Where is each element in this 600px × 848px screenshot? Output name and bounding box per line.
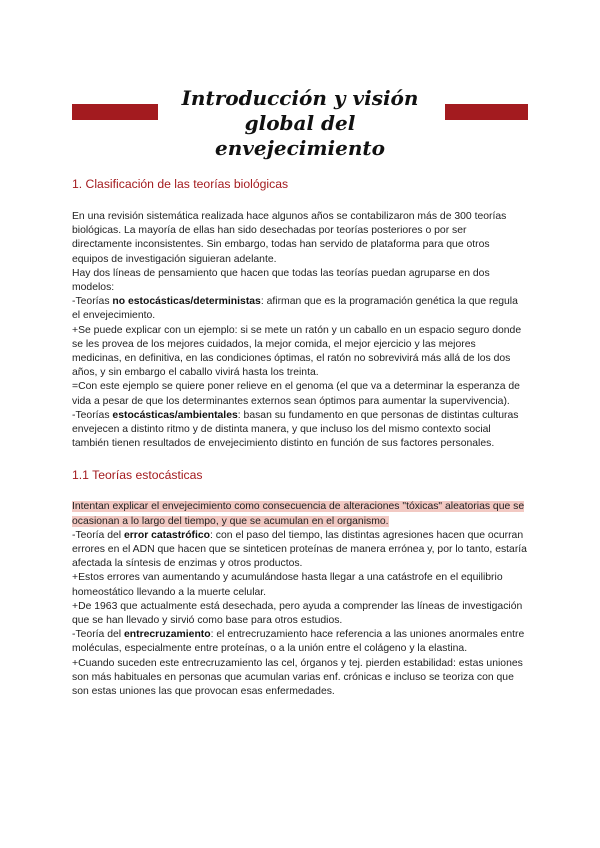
text: -Teorías (72, 296, 113, 308)
section-heading-stochastic: 1.1 Teorías estocásticas (72, 468, 203, 483)
highlight-text: Intentan explicar el envejecimiento como consecuencia de alteraciones "tóxicas" aleatorias que se ocasionan a lo largo del tiempo, y que se acumulan en el organismo. (72, 501, 525, 527)
document-title (150, 86, 450, 161)
title-decor-bar-right (445, 104, 528, 120)
bold-term: no estocásticas/deterministas (112, 296, 261, 308)
paragraph: En una revisión sistemática realizada hace algunos años se contabilizaron más de 300 teorías biológicas. La mayoría de ellas han sido desechadas por teorías posteriores o por ser directamente inconsistentes. Sin embargo, todas han servido de plataforma para que otros equipos de investigación siguieran adelante. (72, 211, 507, 265)
bold-term: entrecruzamiento (123, 629, 211, 641)
paragraph-crosslinking (72, 628, 528, 656)
text: -Teoría del (72, 629, 124, 641)
paragraph-deterministic (72, 295, 528, 323)
title-line-2: envejecimiento (215, 136, 385, 160)
title-line-1: Introducción y visión global del (181, 86, 419, 135)
document-body (72, 176, 528, 699)
paragraph-stochastic (72, 409, 528, 452)
title-decor-bar-left (72, 104, 158, 120)
text: : el entrecruzamiento hace referencia a las uniones anormales entre moléculas, especialmente entre proteínas, o a la unión entre el colágeno y la elastina. (72, 629, 525, 655)
paragraph: +Se puede explicar con un ejemplo: si se mete un ratón y un caballo en un espacio seguro donde se les provea de los mejores cuidados, la mejor comida, el mejor ejercicio y las mejores medicinas, en definitiva, en las condiciones óptimas, el ratón no sobrevivirá más allá de los dos años, y sin embargo el caballo vivirá hasta los treinta. (72, 324, 522, 379)
text: : con el paso del tiempo, las distintas agresiones hacen que ocurran errores en el ADN que hacen que se sinteticen proteínas de manera errónea y, por lo tanto, estaría afectada la síntesis de enzimas y otros productos. (72, 529, 527, 570)
bold-term: error catastrófico (123, 529, 211, 541)
paragraph-catastrophic-error (72, 529, 528, 572)
paragraph: +De 1963 que actualmente está desechada, pero ayuda a comprender las líneas de investigación que se han llevado y sirvió como base para otros estudios. (72, 600, 523, 627)
text: : basan su fundamento en que personas de distintas culturas envejecen a distinto ritmo y de distinta manera, y que incluso los del mismo contexto social también tienen resultados de envejecimiento distinto en función de sus factores personales. (72, 409, 519, 450)
text: : afirman que es la programación genética la que regula el envejecimiento. (72, 296, 518, 322)
bold-term: estocásticas/ambientales (112, 409, 238, 421)
paragraph: +Cuando suceden este entrecruzamiento las cel, órganos y tej. pierden estabilidad: estas uniones son más habituales en personas que acumulan varias enf. crónicas e incluso se teoriza con que son estas uniones las que provocan esas enfermedades. (72, 657, 523, 698)
highlighted-paragraph (72, 500, 528, 528)
paragraph: Hay dos líneas de pensamiento que hacen que todas las teorías puedan agruparse en dos modelos: (72, 267, 490, 294)
paragraph: +Estos errores van aumentando y acumulándose hasta llegar a una catástrofe en el equilibrio homeostático llevando a la muerte celular. (72, 572, 503, 598)
text: -Teorías (72, 409, 113, 421)
text: -Teoría del (72, 529, 124, 541)
section-heading-classification: 1. Clasificación de las teorías biológicas (72, 177, 289, 191)
paragraph: =Con este ejemplo se quiere poner relieve en el genoma (el que va a determinar la esperanza de vida a pesar de que los determinantes externos sean óptimos para aumentar la supervivencia). (72, 381, 520, 407)
